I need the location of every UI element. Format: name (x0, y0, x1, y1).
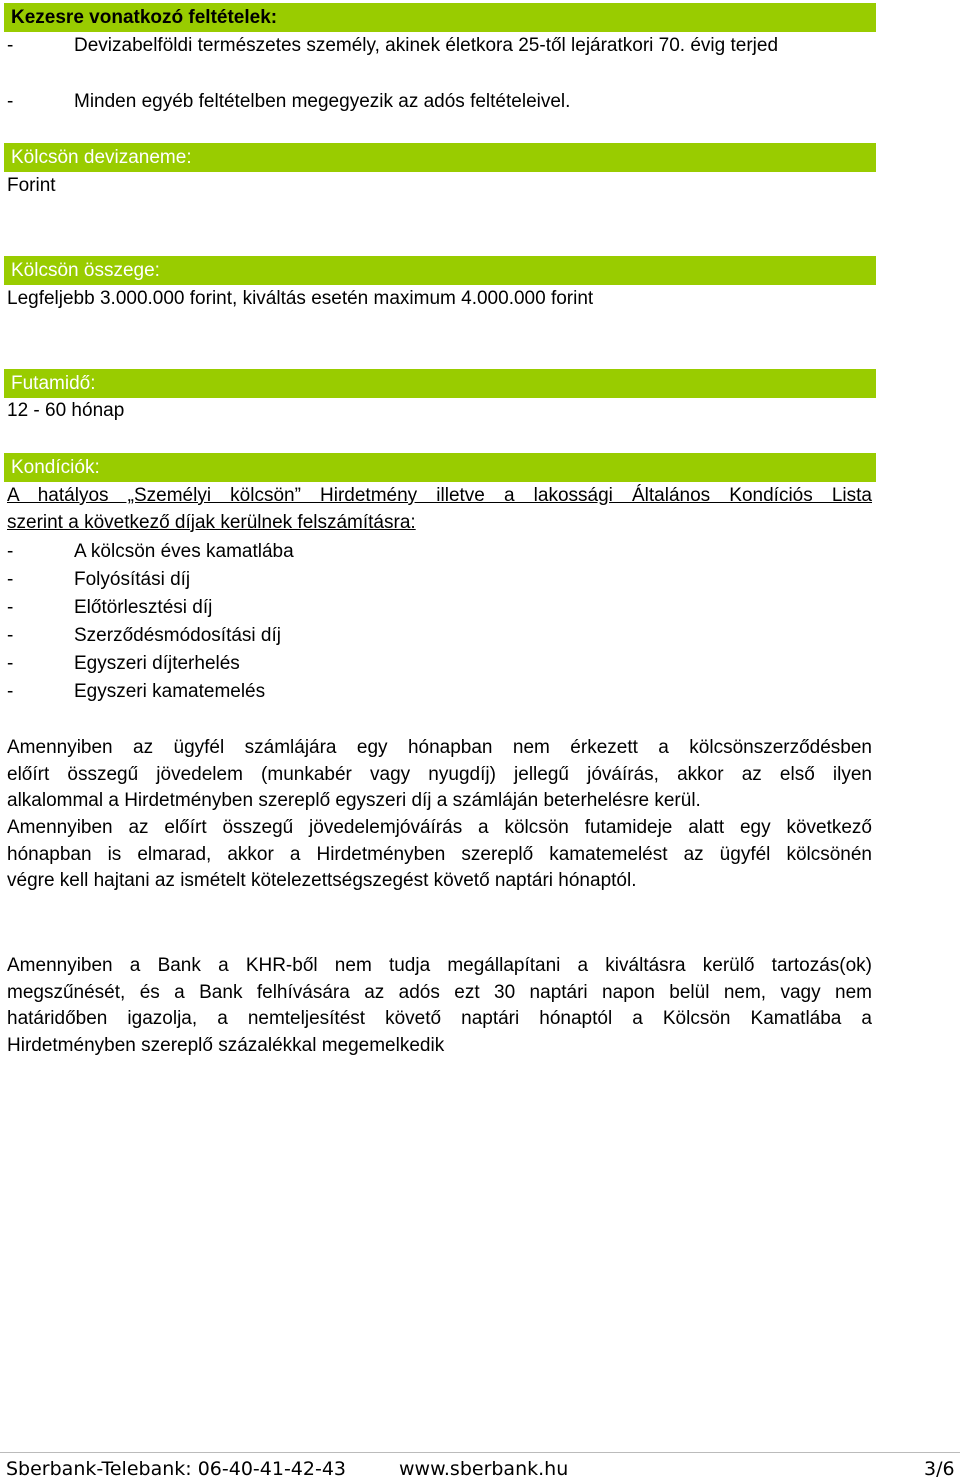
term-heading: Futamidő: (11, 373, 96, 394)
paragraph-line: Amennyiben az előírt összegű jövedelemjóváírás a kölcsön futamideje alatt egy következő (7, 817, 872, 838)
guarantor-item: Minden egyéb feltételben megegyezik az adós feltételeivel. (74, 91, 571, 112)
condition-item: Folyósítási díj (74, 569, 191, 590)
guarantor-heading-bar (4, 3, 876, 32)
amount-heading-bar (4, 256, 876, 285)
paragraph-line: alkalommal a Hirdetményben szereplő egyszeri díj a számláján beterhelésre kerül. (7, 790, 701, 812)
paragraph-line: végre kell hajtani az ismételt kötelezettségszegést követő naptári hónaptól. (7, 870, 637, 892)
condition-item: Egyszeri kamatemelés (74, 681, 266, 702)
list-dash: - (7, 35, 14, 56)
guarantor-item: Devizabelföldi természetes személy, akinek életkora 25-től lejáratkori 70. évig terjed (74, 35, 779, 56)
list-dash: - (7, 541, 14, 562)
list-dash: - (7, 681, 14, 702)
condition-item: Egyszeri díjterhelés (74, 653, 240, 674)
currency-value: Forint (7, 175, 56, 196)
list-dash: - (7, 597, 14, 618)
footer-divider (0, 1452, 960, 1453)
paragraph-line: Hirdetményben szereplő százalékkal megemelkedik (7, 1035, 445, 1057)
paragraph-line: hónapban is elmarad, akkor a Hirdetményben szereplő kamatemelést az ügyfél kölcsönén (7, 843, 872, 865)
conditions-intro (7, 483, 872, 536)
list-dash: - (7, 91, 14, 112)
amount-heading: Kölcsön összege: (11, 260, 160, 281)
amount-value: Legfeljebb 3.000.000 forint, kiváltás esetén maximum 4.000.000 forint (7, 288, 594, 309)
conditions-heading-bar (4, 453, 876, 482)
paragraph-line: előírt összegű jövedelem (munkabér vagy nyugdíj) jellegű jóváírás, akkor az első ilyen (7, 763, 872, 785)
conditions-intro-line: A hatályos „Személyi kölcsön” Hirdetmény illetve a lakossági Általános Kondíciós Lista (7, 485, 872, 506)
paragraph-khr (7, 953, 872, 1060)
paragraph-line: megszűnését, és a Bank felhívására az adós ezt 30 naptári napon belül nem, vagy nem (7, 981, 872, 1003)
paragraph-line: Amennyiben a Bank a KHR-ből nem tudja megállapítani a kiváltásra kerülő tartozás(ok) (7, 955, 872, 976)
currency-heading: Kölcsön devizaneme: (11, 147, 192, 168)
paragraph-line: határidőben igazolja, a nemteljesítést követő naptári hónaptól a Kölcsön Kamatlába a (7, 1008, 872, 1030)
condition-item: Előtörlesztési díj (74, 597, 213, 618)
condition-item: A kölcsön éves kamatlába (74, 541, 294, 562)
list-dash: - (7, 653, 14, 674)
condition-item: Szerződésmódosítási díj (74, 625, 281, 646)
list-dash: - (7, 625, 14, 646)
footer-telebank: Sberbank-Telebank: 06-40-41-42-43 (6, 1458, 347, 1480)
conditions-heading: Kondíciók: (11, 457, 100, 478)
currency-heading-bar (4, 143, 876, 172)
conditions-intro-line: szerint a következő díjak kerülnek felszámításra: (7, 511, 416, 533)
guarantor-heading: Kezesre vonatkozó feltételek: (11, 7, 278, 28)
term-heading-bar (4, 369, 876, 398)
footer-website[interactable]: www.sberbank.hu (399, 1458, 569, 1480)
paragraph-monthly-income (7, 735, 872, 815)
paragraph-line: Amennyiben az ügyfél számlájára egy hónapban nem érkezett a kölcsönszerződésben (7, 737, 872, 758)
term-value: 12 - 60 hónap (7, 400, 125, 421)
paragraph-interest-increase (7, 815, 872, 895)
list-dash: - (7, 569, 14, 590)
footer-page-number: 3/6 (924, 1458, 955, 1480)
